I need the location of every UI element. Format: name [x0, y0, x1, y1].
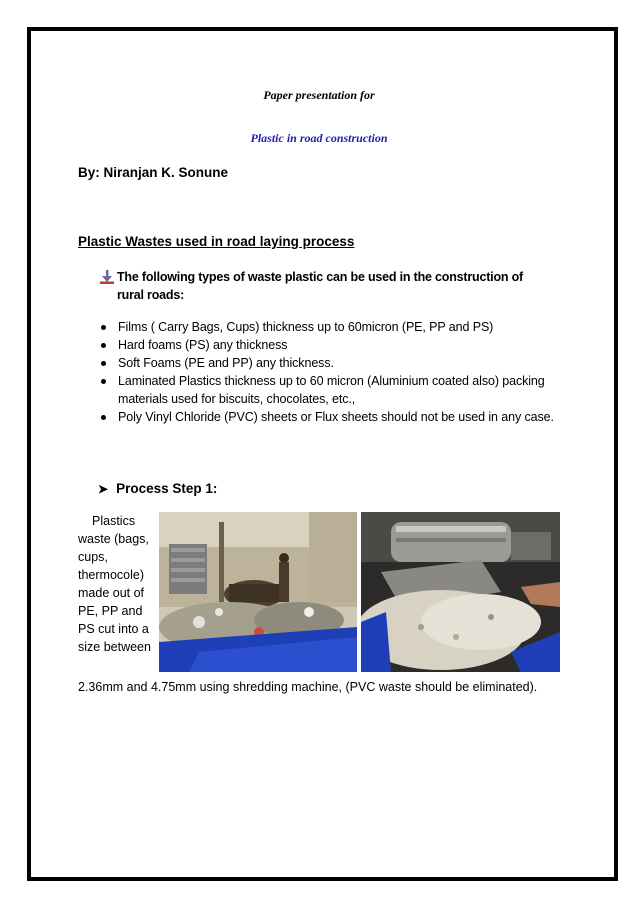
bullet-icon — [101, 361, 106, 366]
title-line-2: Plastic in road construction — [250, 131, 388, 145]
title-line-1: Paper presentation for — [263, 88, 375, 102]
waste-type-list — [98, 318, 568, 426]
photo-plastic-waste-site — [159, 512, 357, 672]
section-heading: Plastic Wastes used in road laying process — [78, 234, 355, 249]
bullet-icon — [101, 343, 106, 348]
bullet-icon — [101, 379, 106, 384]
photo-shredding-machine — [361, 512, 560, 672]
list-item: Films ( Carry Bags, Cups) thickness up to 60micron (PE, PP and PS) — [98, 318, 568, 336]
list-item: Hard foams (PS) any thickness — [98, 336, 568, 354]
step-description-wide: 2.36mm and 4.75mm using shredding machine, (PVC waste should be eliminated). — [78, 680, 538, 694]
intro-item — [100, 268, 550, 304]
list-item: Poly Vinyl Chloride (PVC) sheets or Flux sheets should not be used in any case. — [98, 408, 568, 426]
author-line: By: Niranjan K. Sonune — [78, 165, 229, 180]
page-border — [27, 27, 618, 881]
list-item: Laminated Plastics thickness up to 60 micron (Aluminium coated also) packing materials used for biscuits, chocolates, etc., — [98, 372, 568, 408]
arrow-right-icon: ➤ — [98, 482, 109, 496]
list-item: Soft Foams (PE and PP) any thickness. — [98, 354, 568, 372]
intro-text: The following types of waste plastic can be used in the construction of rural roads: — [117, 270, 523, 302]
step-description-narrow: Plastics waste (bags, cups, thermocole) made out of PE, PP and PS cut into a size between — [78, 514, 151, 654]
arrow-down-icon — [100, 270, 114, 284]
process-step-heading: ➤ Process Step 1: — [98, 481, 218, 496]
bullet-icon — [101, 325, 106, 330]
bullet-icon — [101, 415, 106, 420]
